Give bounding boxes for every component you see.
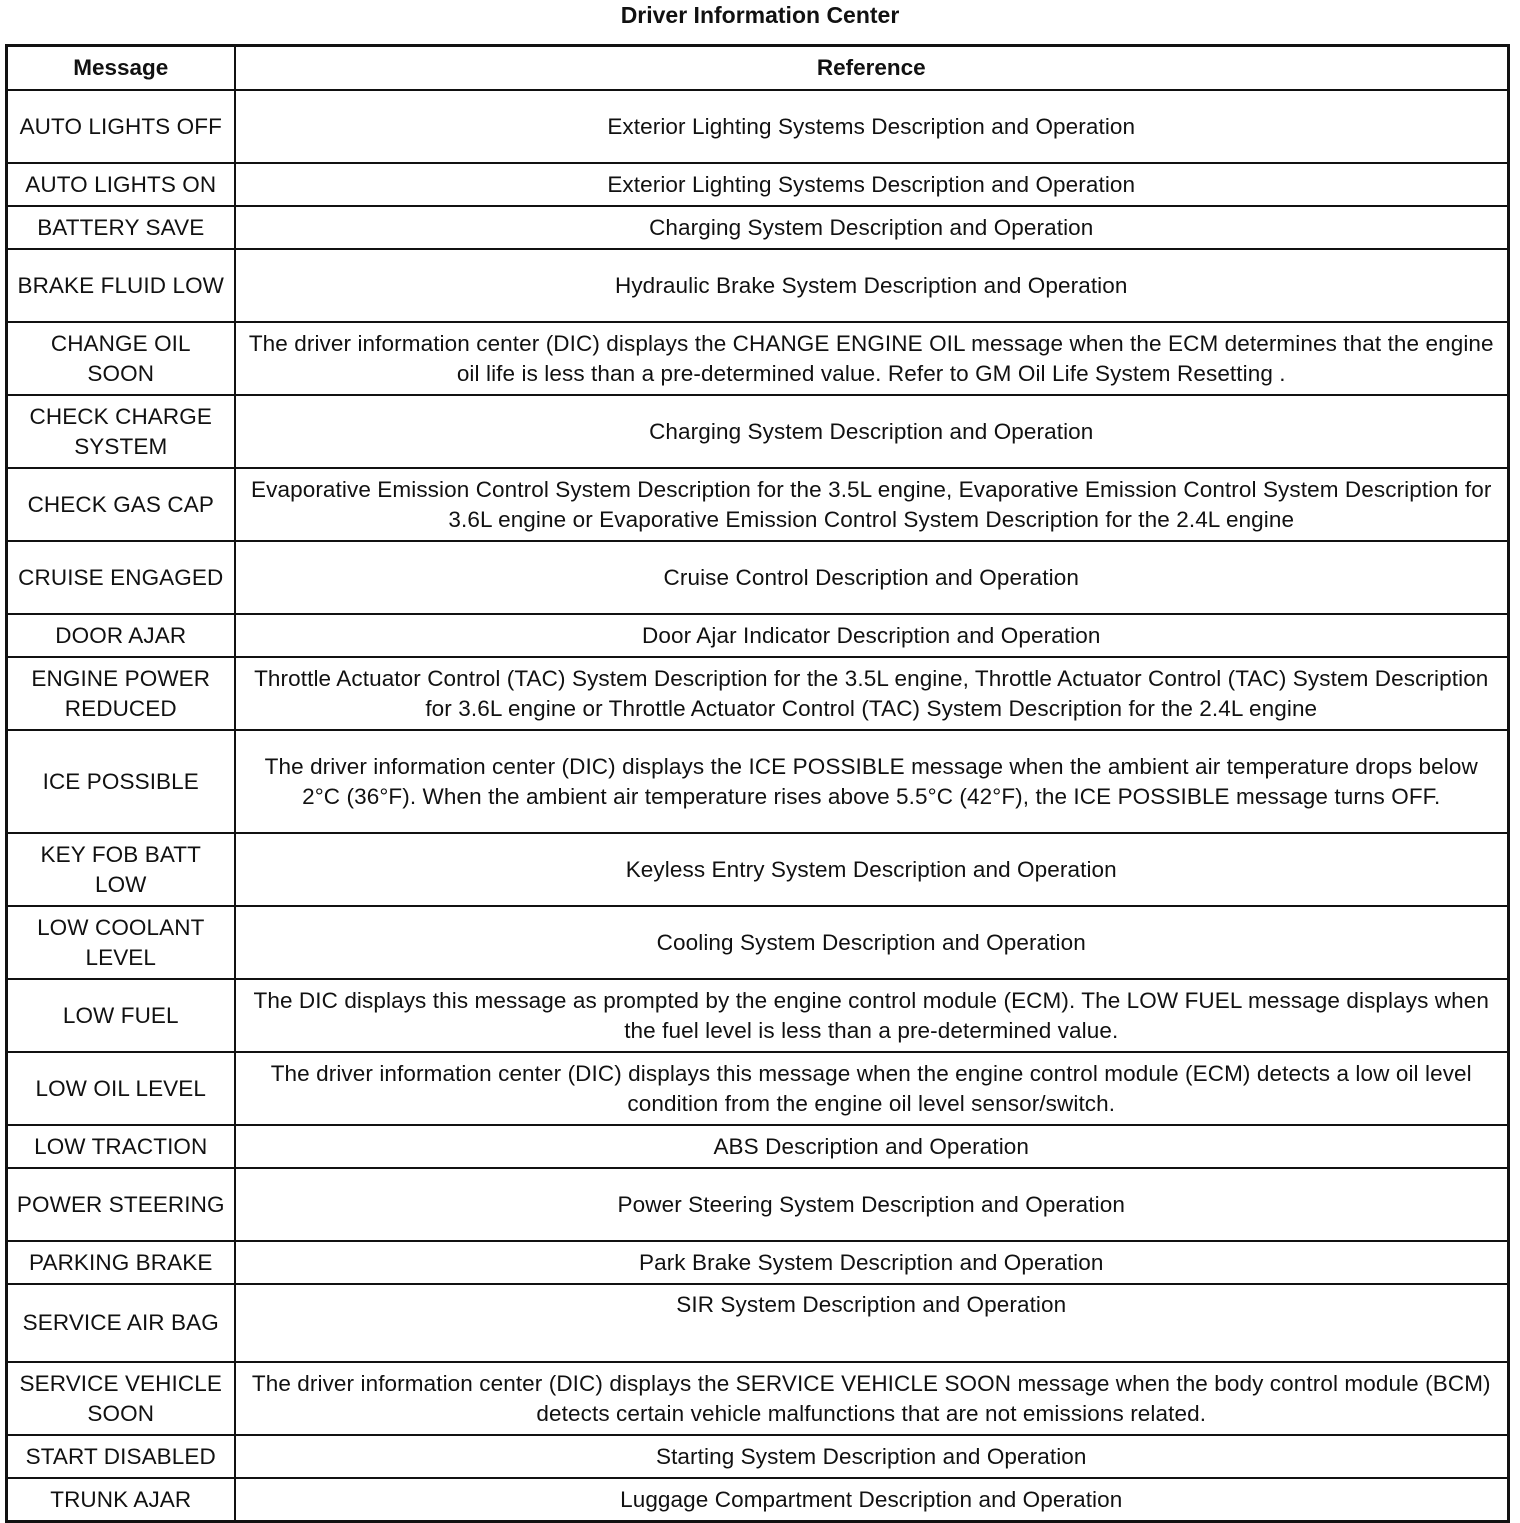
message-cell: PARKING BRAKE [7, 1241, 235, 1284]
table-row [7, 468, 1509, 541]
message-cell: SERVICE AIR BAG [7, 1284, 235, 1362]
message-cell: CHECK GAS CAP [7, 468, 235, 541]
table-row [7, 249, 1509, 322]
table-row [7, 1241, 1509, 1284]
message-cell: BRAKE FLUID LOW [7, 249, 235, 322]
table-row [7, 322, 1509, 395]
message-cell: ICE POSSIBLE [7, 730, 235, 833]
reference-cell: Evaporative Emission Control System Description for the 3.5L engine, Evaporative Emission Control System Description for 3.6L engine or Evaporative Emission Control System Description for the 2.4L engine [235, 468, 1509, 541]
message-cell: LOW COOLANT LEVEL [7, 906, 235, 979]
reference-cell: Starting System Description and Operation [235, 1435, 1509, 1478]
message-cell: START DISABLED [7, 1435, 235, 1478]
reference-cell: Door Ajar Indicator Description and Operation [235, 614, 1509, 657]
reference-cell: ABS Description and Operation [235, 1125, 1509, 1168]
table-row [7, 541, 1509, 614]
message-cell: LOW TRACTION [7, 1125, 235, 1168]
message-cell: SERVICE VEHICLE SOON [7, 1362, 235, 1435]
table-row [7, 614, 1509, 657]
message-cell: KEY FOB BATT LOW [7, 833, 235, 906]
reference-cell: The driver information center (DIC) displays this message when the engine control module (ECM) detects a low oil level condition from the engine oil level sensor/switch. [235, 1052, 1509, 1125]
table-row [7, 1362, 1509, 1435]
table-row [7, 1478, 1509, 1522]
table-row [7, 657, 1509, 730]
reference-cell: Charging System Description and Operation [235, 206, 1509, 249]
table-row [7, 979, 1509, 1052]
table-row [7, 1125, 1509, 1168]
message-cell: AUTO LIGHTS ON [7, 163, 235, 206]
table-row [7, 395, 1509, 468]
table-row [7, 1052, 1509, 1125]
message-cell: CRUISE ENGAGED [7, 541, 235, 614]
table-row [7, 1435, 1509, 1478]
message-cell: DOOR AJAR [7, 614, 235, 657]
reference-cell: The driver information center (DIC) displays the SERVICE VEHICLE SOON message when the body control module (BCM) detects certain vehicle malfunctions that are not emissions related. [235, 1362, 1509, 1435]
page-title: Driver Information Center [620, 2, 900, 28]
message-cell: ENGINE POWER REDUCED [7, 657, 235, 730]
column-header-reference: Reference [235, 46, 1509, 91]
reference-cell: The driver information center (DIC) displays the CHANGE ENGINE OIL message when the ECM determines that the engine oil life is less than a pre-determined value. Refer to GM Oil Life System Resetting . [235, 322, 1509, 395]
message-cell: CHANGE OIL SOON [7, 322, 235, 395]
reference-cell: Power Steering System Description and Operation [235, 1168, 1509, 1241]
message-cell: BATTERY SAVE [7, 206, 235, 249]
message-cell: TRUNK AJAR [7, 1478, 235, 1522]
reference-cell: Park Brake System Description and Operation [235, 1241, 1509, 1284]
column-header-message: Message [7, 46, 235, 91]
reference-cell: Keyless Entry System Description and Operation [235, 833, 1509, 906]
message-cell: CHECK CHARGE SYSTEM [7, 395, 235, 468]
table-row [7, 163, 1509, 206]
reference-cell: Throttle Actuator Control (TAC) System Description for the 3.5L engine, Throttle Actuator Control (TAC) System Description for 3.6L engine or Throttle Actuator Control (TAC) System Description for the 2.4L engine [235, 657, 1509, 730]
reference-cell: The driver information center (DIC) displays the ICE POSSIBLE message when the ambient air temperature drops below 2°C (36°F). When the ambient air temperature rises above 5.5°C (42°F), the ICE POSSIBLE message turns OFF. [235, 730, 1509, 833]
reference-cell: Luggage Compartment Description and Operation [235, 1478, 1509, 1522]
reference-cell: Cruise Control Description and Operation [235, 541, 1509, 614]
table-row [7, 906, 1509, 979]
table-row [7, 206, 1509, 249]
reference-cell: Exterior Lighting Systems Description and Operation [235, 163, 1509, 206]
reference-cell: Exterior Lighting Systems Description and Operation [235, 90, 1509, 163]
message-cell: POWER STEERING [7, 1168, 235, 1241]
dic-message-table [5, 44, 1510, 1523]
reference-cell: The DIC displays this message as prompted by the engine control module (ECM). The LOW FUEL message displays when the fuel level is less than a pre-determined value. [235, 979, 1509, 1052]
table-row [7, 1284, 1509, 1362]
reference-cell: Hydraulic Brake System Description and Operation [235, 249, 1509, 322]
table-row [7, 833, 1509, 906]
table-row [7, 1168, 1509, 1241]
table-header-row [7, 46, 1509, 91]
message-cell: LOW OIL LEVEL [7, 1052, 235, 1125]
table-row [7, 730, 1509, 833]
message-cell: LOW FUEL [7, 979, 235, 1052]
message-cell: AUTO LIGHTS OFF [7, 90, 235, 163]
reference-cell: Cooling System Description and Operation [235, 906, 1509, 979]
reference-cell: SIR System Description and Operation [235, 1284, 1509, 1362]
table-row [7, 90, 1509, 163]
reference-cell: Charging System Description and Operation [235, 395, 1509, 468]
